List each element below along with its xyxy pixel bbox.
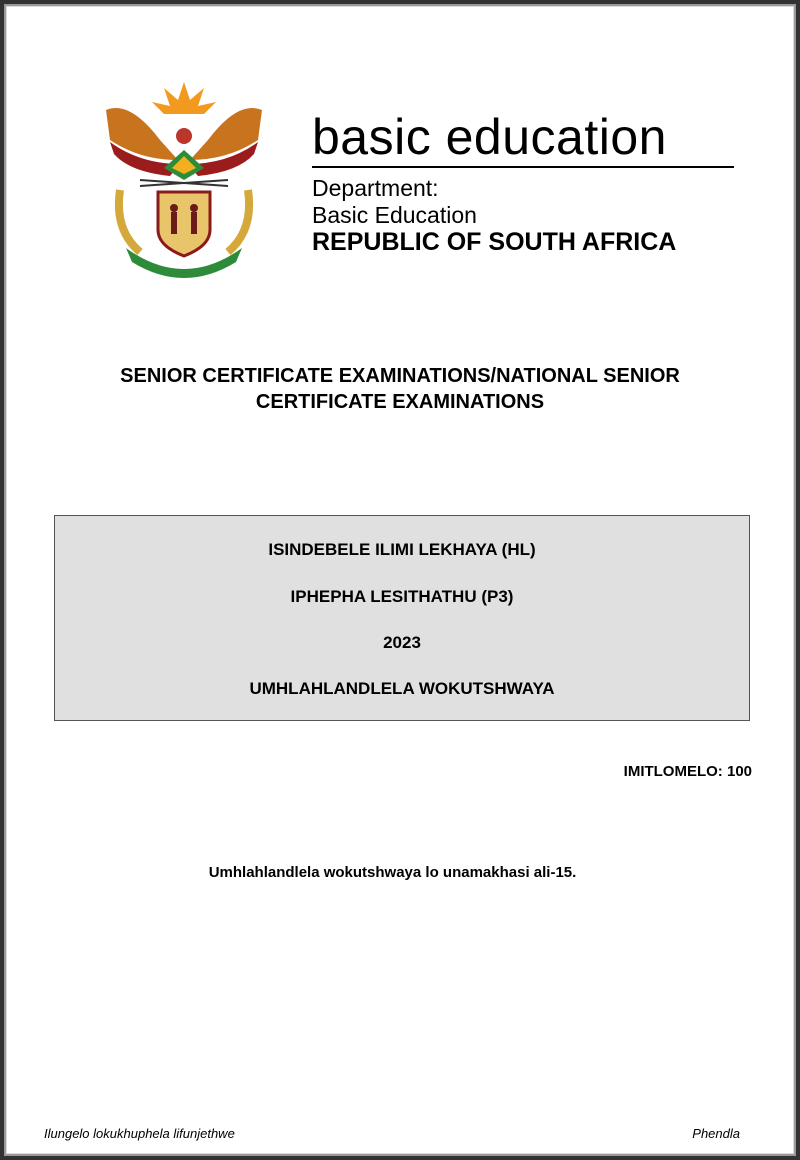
turn-over-note: Phendla (692, 1126, 740, 1141)
year: 2023 (383, 633, 421, 652)
exam-title-line1: SENIOR CERTIFICATE EXAMINATIONS/NATIONAL SENIOR (120, 365, 680, 387)
total-marks: IMITLOMELO: 100 (623, 763, 752, 780)
brand-underline (312, 166, 734, 168)
coat-of-arms-logo (100, 80, 268, 278)
department-title: Basic Education (312, 202, 477, 228)
subject-box (54, 515, 750, 721)
department-label: Department: (312, 175, 439, 201)
exam-title (0, 363, 800, 415)
copyright-notice: Ilungelo lokukhuphela lifunjethwe (44, 1126, 235, 1141)
paper: IPHEPHA LESITHATHU (P3) (290, 587, 514, 606)
exam-title-line2: CERTIFICATE EXAMINATIONS (255, 391, 545, 413)
brand-name: basic education (312, 109, 667, 165)
department-name (312, 175, 477, 229)
document-type: UMHLAHLANDLELA WOKUTSHWAYA (249, 679, 555, 698)
subject: ISINDEBELE ILIMI LEKHAYA (HL) (268, 540, 536, 559)
country-name: REPUBLIC OF SOUTH AFRICA (312, 228, 677, 256)
page-count-note: Umhlahlandlela wokutshwaya lo unamakhasi ali-15. (208, 864, 577, 881)
